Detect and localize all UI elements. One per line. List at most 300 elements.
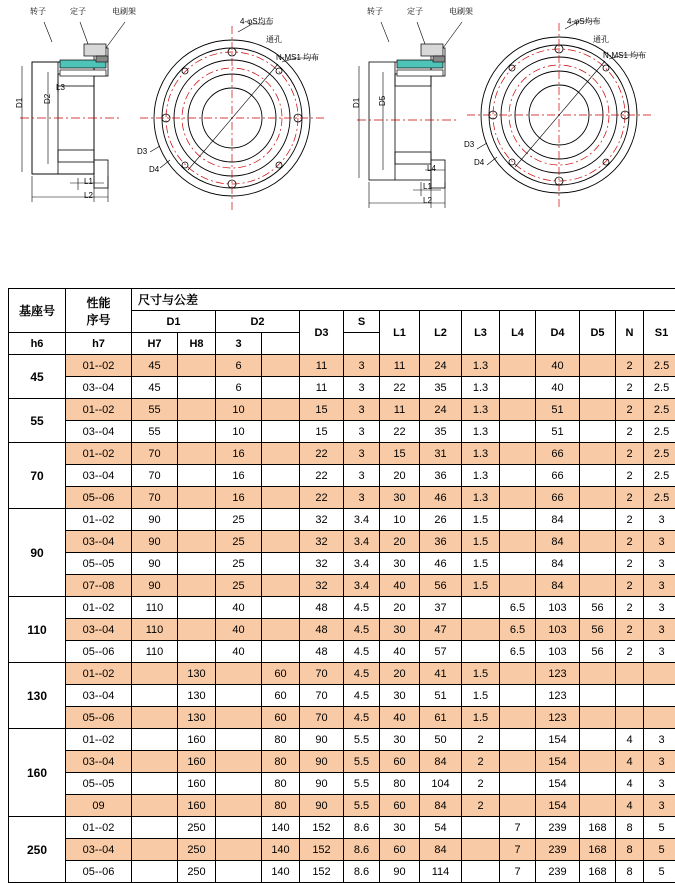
cell-d5: 56 [580,641,616,663]
cell-d5 [580,509,616,531]
cell-d2 [216,729,262,751]
cell-d1: 70 [132,443,178,465]
table-row [9,531,675,553]
cell-d2: 16 [216,465,262,487]
cell-n: 2 [616,443,644,465]
cell-d4: 239 [536,839,580,861]
cell-perf-no: 01--02 [66,509,132,531]
cell-d3: 70 [300,685,344,707]
cell-l1: 40 [380,575,420,597]
cell-d1 [132,773,178,795]
cell-d5 [580,443,616,465]
cell-d2-h8: 60 [262,685,300,707]
cell-perf-no: 09 [66,795,132,817]
cell-l4: 6.5 [500,641,536,663]
drawing-left [0,0,337,268]
callout-d4: D4 [149,166,159,174]
cell-perf-no: 01--02 [66,443,132,465]
cell-d2: 10 [216,421,262,443]
cell-d1-h7 [178,443,216,465]
cell-d1-h7: 160 [178,795,216,817]
cell-d2-h8 [262,399,300,421]
cell-s1: 2.5 [644,443,675,465]
cell-l4 [500,399,536,421]
cell-d1: 110 [132,619,178,641]
table-row [9,575,675,597]
cell-d1-h7 [178,399,216,421]
cell-d1-h7 [178,465,216,487]
callout-through-hole: 通孔 [593,36,609,44]
cell-d2-h8 [262,597,300,619]
cell-s: 8.6 [344,817,380,839]
table-row [9,553,675,575]
cell-d2-h8 [262,377,300,399]
cell-base-no: 45 [9,355,66,399]
cell-l1: 15 [380,443,420,465]
cell-d1: 55 [132,399,178,421]
cell-s1: 2.5 [644,399,675,421]
cell-s: 5.5 [344,795,380,817]
cell-l2: 50 [420,729,462,751]
cell-d1: 70 [132,465,178,487]
cell-d1-h7: 250 [178,839,216,861]
cell-d2: 40 [216,641,262,663]
cell-l3: 1.3 [462,421,500,443]
header-perf-no-line2: 序号 [66,311,131,328]
cell-perf-no: 01--02 [66,817,132,839]
specifications-table [8,288,675,883]
cell-n: 2 [616,355,644,377]
cell-l2: 54 [420,817,462,839]
cell-l3: 1.3 [462,355,500,377]
cell-s1: 3 [644,531,675,553]
cell-d3: 11 [300,377,344,399]
cell-d4: 103 [536,597,580,619]
cell-d3: 90 [300,795,344,817]
cell-l4 [500,773,536,795]
cell-perf-no: 07--08 [66,575,132,597]
cell-l2: 46 [420,487,462,509]
header-tol-h7: h7 [66,333,132,355]
cell-d2: 25 [216,575,262,597]
cell-perf-no: 01--02 [66,597,132,619]
cell-l4 [500,421,536,443]
cell-d2: 40 [216,619,262,641]
cell-l1: 20 [380,663,420,685]
cell-s: 3.4 [344,553,380,575]
cell-n [616,663,644,685]
callout-nms1: N-MS1 均布 [603,52,646,60]
cell-perf-no: 01--02 [66,399,132,421]
cell-d1 [132,751,178,773]
cell-l4: 7 [500,839,536,861]
cell-d1-h7 [178,531,216,553]
cell-d2 [216,663,262,685]
cell-d3: 32 [300,575,344,597]
cell-n: 4 [616,751,644,773]
callout-d3: D3 [464,141,474,149]
cell-l1: 30 [380,553,420,575]
cell-s1: 2.5 [644,465,675,487]
cell-d5 [580,575,616,597]
table-row [9,795,675,817]
cell-l3 [462,861,500,883]
cell-d4: 84 [536,575,580,597]
cell-l1: 40 [380,707,420,729]
cell-d3: 90 [300,729,344,751]
cell-l3: 1.5 [462,509,500,531]
cell-d1: 70 [132,487,178,509]
cell-d2-h8 [262,509,300,531]
callout-nms1: N-MS1 均布 [276,54,319,62]
cell-d1-h7: 130 [178,663,216,685]
cell-d1-h7 [178,421,216,443]
cell-perf-no: 03--04 [66,619,132,641]
cell-d2 [216,795,262,817]
cell-l3: 1.5 [462,553,500,575]
cell-l3: 1.5 [462,531,500,553]
cell-n: 4 [616,729,644,751]
cell-d5 [580,795,616,817]
cell-s1: 3 [644,509,675,531]
cell-l1: 90 [380,861,420,883]
cell-d4: 66 [536,443,580,465]
cell-d4: 66 [536,487,580,509]
cell-d1 [132,817,178,839]
cell-d1-h7 [178,377,216,399]
cell-d5 [580,465,616,487]
header-col-s1: S1 [644,311,675,355]
cell-l1: 60 [380,751,420,773]
cell-d3: 152 [300,861,344,883]
callout-d4: D4 [474,159,484,167]
cell-l3: 2 [462,729,500,751]
cell-d1-h7 [178,487,216,509]
cell-s: 4.5 [344,641,380,663]
cell-d1-h7: 250 [178,861,216,883]
cell-l2: 51 [420,685,462,707]
cell-d5 [580,377,616,399]
cell-l2: 31 [420,443,462,465]
cell-d4: 123 [536,663,580,685]
table-row [9,729,675,751]
callout-4s-holes: 4-φS均布 [567,18,601,26]
cell-perf-no: 05--06 [66,861,132,883]
cell-l4 [500,575,536,597]
cell-d2-h8 [262,421,300,443]
cell-l1: 10 [380,509,420,531]
cell-d5: 168 [580,817,616,839]
cell-s1: 3 [644,773,675,795]
cell-d5: 56 [580,619,616,641]
cell-l1: 30 [380,729,420,751]
cell-d4: 51 [536,399,580,421]
cell-l1: 22 [380,377,420,399]
cell-d2-h8: 60 [262,707,300,729]
callout-l1: L1 [423,183,432,191]
cell-s: 5.5 [344,751,380,773]
callout-d5: D5 [379,96,387,106]
table-row [9,377,675,399]
cell-d5: 56 [580,597,616,619]
cell-d2-h8 [262,531,300,553]
cell-d1 [132,861,178,883]
cell-d3: 32 [300,553,344,575]
cell-d2-h8 [262,465,300,487]
cell-d3: 22 [300,465,344,487]
cell-l2: 26 [420,509,462,531]
table-row [9,817,675,839]
cell-l4 [500,751,536,773]
cell-d4: 154 [536,751,580,773]
cell-d2: 16 [216,443,262,465]
table-row [9,399,675,421]
cell-l3 [462,597,500,619]
cell-d3: 90 [300,773,344,795]
table-row [9,487,675,509]
cell-d4: 51 [536,421,580,443]
cell-s: 3 [344,355,380,377]
cell-d4: 154 [536,773,580,795]
header-col-s: S [344,311,380,333]
cell-perf-no: 03--04 [66,465,132,487]
cell-l3: 1.3 [462,487,500,509]
cell-perf-no: 01--02 [66,355,132,377]
cell-perf-no: 03--04 [66,531,132,553]
cell-d4: 66 [536,465,580,487]
cell-l2: 104 [420,773,462,795]
cell-d4: 123 [536,707,580,729]
cell-d5 [580,421,616,443]
cell-d4: 154 [536,795,580,817]
cell-d2 [216,839,262,861]
cell-s1: 5 [644,817,675,839]
cell-s: 8.6 [344,861,380,883]
cell-l1: 30 [380,685,420,707]
cell-l2: 47 [420,619,462,641]
cell-l2: 41 [420,663,462,685]
cell-l4 [500,707,536,729]
cell-d2: 6 [216,355,262,377]
cell-d3: 90 [300,751,344,773]
cell-l2: 36 [420,531,462,553]
cell-l3: 2 [462,795,500,817]
cell-d3: 15 [300,399,344,421]
cell-d1-h7 [178,619,216,641]
callout-l2: L2 [423,197,432,205]
table-row [9,707,675,729]
cell-base-no: 55 [9,399,66,443]
cell-n: 2 [616,487,644,509]
technical-drawings-area [0,0,675,268]
cell-l1: 80 [380,773,420,795]
cell-l2: 61 [420,707,462,729]
cell-d4: 84 [536,531,580,553]
cell-s: 3 [344,377,380,399]
cell-d1 [132,685,178,707]
cell-l1: 40 [380,641,420,663]
header-tol-s: 3 [216,333,262,355]
cell-d1: 45 [132,377,178,399]
cell-l4 [500,465,536,487]
cell-s1: 3 [644,597,675,619]
callout-l2: L2 [84,192,93,200]
table-row [9,839,675,861]
cell-perf-no: 03--04 [66,751,132,773]
cell-d3: 70 [300,663,344,685]
cell-s1 [644,707,675,729]
header-col-d2: D2 [216,311,300,333]
table-row [9,465,675,487]
callout-l1: L1 [84,178,93,186]
cell-d2-h8: 80 [262,795,300,817]
header-col-d1: D1 [132,311,216,333]
cell-s: 3.4 [344,575,380,597]
cell-d2: 16 [216,487,262,509]
cell-base-no: 90 [9,509,66,597]
cell-s1 [644,685,675,707]
cell-d2-h8 [262,553,300,575]
cell-d1: 90 [132,553,178,575]
cell-l3 [462,839,500,861]
cell-d2-h8 [262,575,300,597]
cell-perf-no: 01--02 [66,729,132,751]
cell-d2: 6 [216,377,262,399]
cell-s1 [644,663,675,685]
cell-d1 [132,707,178,729]
cell-s1: 2.5 [644,377,675,399]
header-col-n: N [616,311,644,355]
cell-l4 [500,663,536,685]
cell-d3: 48 [300,641,344,663]
cell-l4: 6.5 [500,597,536,619]
cell-l2: 35 [420,377,462,399]
callout-l3: L3 [56,84,65,92]
cell-l2: 114 [420,861,462,883]
header-col-l4: L4 [500,311,536,355]
cell-d1: 110 [132,641,178,663]
cell-d1: 55 [132,421,178,443]
cell-s1: 5 [644,839,675,861]
callout-d1: D1 [353,98,361,108]
cell-n [616,685,644,707]
cell-l4: 6.5 [500,619,536,641]
cell-s1: 3 [644,795,675,817]
cell-d5 [580,751,616,773]
cell-d4: 103 [536,619,580,641]
cell-d3: 152 [300,817,344,839]
cell-d1-h7: 160 [178,773,216,795]
cell-n: 2 [616,597,644,619]
cell-base-no: 70 [9,443,66,509]
cell-perf-no: 03--04 [66,839,132,861]
cell-l1: 60 [380,839,420,861]
cell-d4: 103 [536,641,580,663]
cell-base-no: 110 [9,597,66,663]
cell-d1: 110 [132,597,178,619]
callout-through-hole: 通孔 [266,36,282,44]
callout-4s-holes: 4-φS均布 [240,18,274,26]
cell-s1: 2.5 [644,487,675,509]
cell-l2: 57 [420,641,462,663]
cell-s: 3 [344,443,380,465]
cell-base-no: 130 [9,663,66,729]
cell-l1: 30 [380,487,420,509]
callout-stator: 定子 [70,8,86,16]
cell-l2: 35 [420,421,462,443]
cell-l3: 1.5 [462,685,500,707]
table-row [9,861,675,883]
cell-perf-no: 05--06 [66,487,132,509]
cell-d5 [580,553,616,575]
cell-l3 [462,641,500,663]
cell-l3: 2 [462,751,500,773]
cell-l2: 84 [420,839,462,861]
table-row [9,641,675,663]
cell-n: 2 [616,399,644,421]
cell-d1 [132,663,178,685]
table-row [9,685,675,707]
cell-l4 [500,553,536,575]
header-col-l3: L3 [462,311,500,355]
cell-l1: 30 [380,817,420,839]
cell-l3: 1.5 [462,663,500,685]
cell-d2-h8: 140 [262,817,300,839]
cell-l4 [500,531,536,553]
cell-d1: 90 [132,531,178,553]
cell-d1 [132,795,178,817]
cell-s: 5.5 [344,729,380,751]
cell-d5 [580,399,616,421]
cell-n: 8 [616,817,644,839]
callout-rotor: 转子 [367,8,383,16]
cell-d4: 84 [536,553,580,575]
cell-s1: 2.5 [644,355,675,377]
cell-l1: 20 [380,465,420,487]
cell-d3: 11 [300,355,344,377]
cell-n: 2 [616,509,644,531]
cell-s1: 3 [644,575,675,597]
cell-s1: 3 [644,553,675,575]
cell-l4 [500,443,536,465]
cell-n: 4 [616,773,644,795]
cell-l1: 20 [380,597,420,619]
cell-d3: 48 [300,597,344,619]
cell-l2: 37 [420,597,462,619]
cell-d5: 168 [580,861,616,883]
cell-base-no: 250 [9,817,66,883]
table-row [9,751,675,773]
cell-n: 2 [616,377,644,399]
header-col-l1: L1 [380,311,420,355]
cell-l4: 7 [500,861,536,883]
cell-l4 [500,729,536,751]
cell-d2-h8 [262,641,300,663]
cell-n: 2 [616,553,644,575]
cell-d2: 25 [216,509,262,531]
cell-perf-no: 05--06 [66,641,132,663]
cell-d5 [580,531,616,553]
cell-s: 4.5 [344,663,380,685]
cell-d5 [580,707,616,729]
cell-l2: 46 [420,553,462,575]
cell-d1: 90 [132,575,178,597]
cell-l1: 11 [380,399,420,421]
cell-l1: 11 [380,355,420,377]
cell-n: 4 [616,795,644,817]
cell-d1-h7 [178,509,216,531]
cell-d5 [580,487,616,509]
